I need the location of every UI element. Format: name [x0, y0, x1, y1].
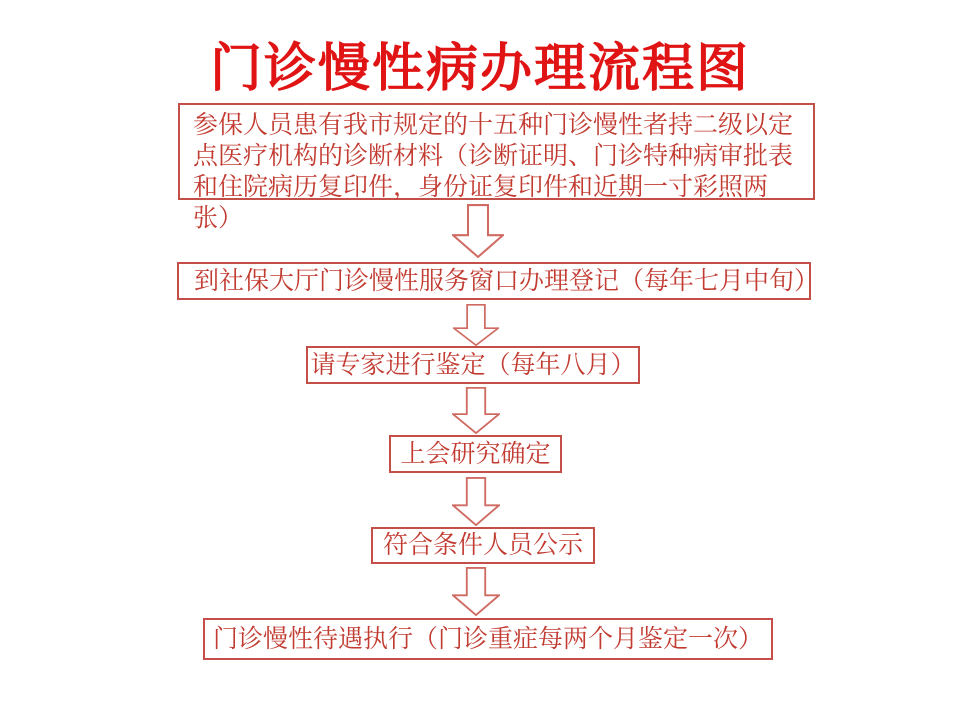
flow-step-publicity	[371, 527, 595, 564]
down-arrow-icon	[452, 387, 500, 434]
flow-step-label: 参保人员患有我市规定的十五种门诊慢性者持二级以定点医疗机构的诊断材料（诊断证明、门诊特种病审批表和住院病历复印件，身份证复印件和近期一寸彩照两张）	[193, 112, 794, 232]
down-arrow-icon	[452, 567, 500, 616]
flow-step-label: 到社保大厅门诊慢性服务窗口办理登记（每年七月中旬）	[194, 267, 820, 295]
flow-step-register	[177, 262, 820, 300]
flow-step-expert-appraisal	[306, 346, 640, 384]
down-arrow-icon	[452, 204, 504, 258]
down-arrow-icon	[453, 304, 499, 346]
flow-step-materials	[178, 103, 815, 232]
flow-step-label: 门诊慢性待遇执行（门诊重症每两个月鉴定一次）	[212, 625, 763, 653]
down-arrow-icon	[452, 477, 500, 526]
flow-step-label: 请专家进行鉴定（每年八月）	[310, 351, 636, 379]
page-title: 门诊慢性病办理流程图	[209, 41, 750, 98]
flow-step-label: 上会研究确定	[400, 440, 551, 468]
flow-step-benefits-execution	[203, 618, 773, 660]
flow-step-meeting-decision	[389, 435, 562, 473]
flow-step-label: 符合条件人员公示	[382, 532, 583, 559]
